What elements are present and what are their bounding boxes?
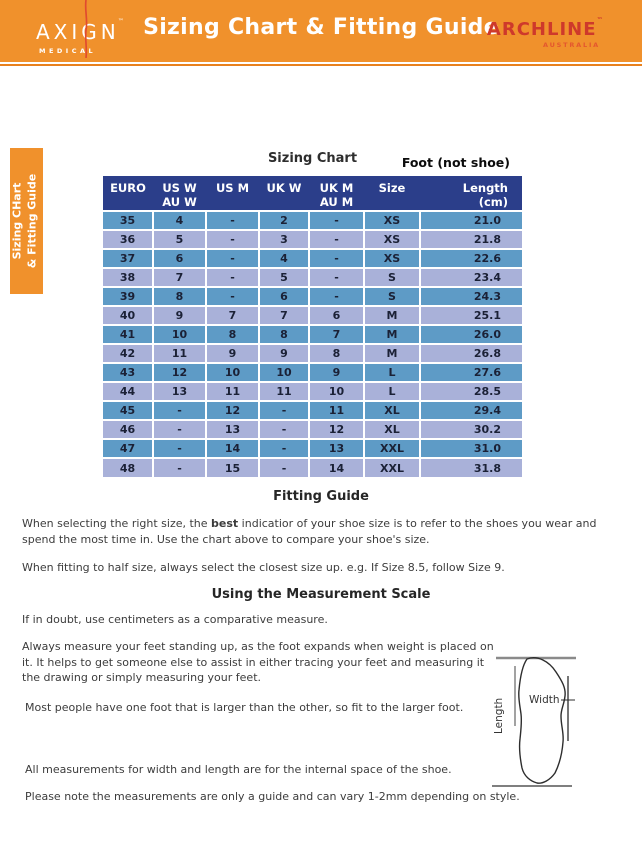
table-cell: - [153,458,206,477]
table-cell: 15 [206,458,259,477]
table-row [103,382,522,401]
table-cell: - [259,458,309,477]
table-cell: 7 [309,325,364,344]
table-cell: 3 [259,230,309,249]
archline-logo [486,16,604,49]
table-row [103,230,522,249]
foot-outline-icon [519,658,565,783]
side-tab-label [10,148,43,294]
table-cell: - [309,249,364,268]
table-cell: 43 [103,363,153,382]
table-cell: 7 [153,268,206,287]
table-cell: XXL [364,439,420,458]
table-cell: - [309,211,364,230]
table-cell: - [153,420,206,439]
table-cell: - [259,439,309,458]
table-cell: 26.0 [420,325,522,344]
table-cell: - [153,439,206,458]
table-cell: 8 [259,325,309,344]
table-cell: 39 [103,287,153,306]
table-cell: XS [364,249,420,268]
length-label: Length [493,697,505,734]
table-cell: 13 [206,420,259,439]
table-cell: 14 [206,439,259,458]
axign-logo [36,18,128,55]
table-cell: 11 [309,401,364,420]
table-cell: 12 [206,401,259,420]
table-cell: S [364,287,420,306]
table-cell: - [259,420,309,439]
foot-not-shoe-note: Foot (not shoe) [401,155,510,170]
fitting-guide-paragraph-1 [22,516,628,547]
fg-p1-before: When selecting the right size, the [22,517,212,530]
table-cell: 10 [153,325,206,344]
table-cell: 35 [103,211,153,230]
measurement-paragraph-4: All measurements for width and length are for the internal space of the shoe. [25,763,452,776]
table-cell: M [364,344,420,363]
table-cell: 36 [103,230,153,249]
table-cell: - [206,268,259,287]
table-row [103,363,522,382]
table-cell: XS [364,230,420,249]
table-cell: - [153,401,206,420]
measurement-paragraph-3: Most people have one foot that is larger than the other, so fit to the larger foot. [25,701,464,714]
table-cell: 47 [103,439,153,458]
table-row [103,401,522,420]
measurement-paragraph-5: Please note the measurements are only a guide and can vary 1-2mm depending on style. [25,790,520,803]
table-cell: - [309,230,364,249]
table-cell: - [206,211,259,230]
header-banner [0,0,642,62]
column-header: UK W [259,176,309,211]
fitting-guide-paragraph-2: When fitting to half size, always select the closest size up. e.g. If Size 8.5, follow Size 9. [22,561,505,574]
table-cell: 6 [309,306,364,325]
table-cell: 31.8 [420,458,522,477]
fg-p1-bold: best [211,517,239,530]
table-cell: 2 [259,211,309,230]
table-cell: 31.0 [420,439,522,458]
sizing-table [103,176,522,477]
table-cell: 27.6 [420,363,522,382]
table-cell: 11 [259,382,309,401]
sizing-chart-title: Sizing Chart [267,151,358,166]
measurement-scale-title: Using the Measurement Scale [211,587,431,602]
table-cell: 13 [309,439,364,458]
table-cell: - [206,249,259,268]
sizing-table-header-row [103,176,522,211]
table-cell: L [364,363,420,382]
table-row [103,211,522,230]
table-cell: - [309,287,364,306]
table-cell: 4 [153,211,206,230]
table-cell: 7 [259,306,309,325]
table-cell: 44 [103,382,153,401]
table-cell: 48 [103,458,153,477]
archline-brand-text [486,16,604,40]
table-row [103,249,522,268]
table-row [103,420,522,439]
table-row [103,344,522,363]
side-tab-line1: Sizing CHart [10,182,23,260]
table-cell: 37 [103,249,153,268]
table-cell: 13 [153,382,206,401]
axign-trademark: ™ [117,18,128,25]
table-cell: 21.0 [420,211,522,230]
table-cell: 9 [309,363,364,382]
table-cell: XL [364,420,420,439]
table-cell: 8 [206,325,259,344]
table-cell: 10 [206,363,259,382]
table-row [103,439,522,458]
axign-brand-label: AXIGN [36,20,120,44]
axign-sub-label: MEDICAL [39,47,97,55]
table-cell: 40 [103,306,153,325]
table-cell: 6 [259,287,309,306]
table-cell: 26.8 [420,344,522,363]
table-row [103,458,522,477]
table-row [103,268,522,287]
table-cell: 10 [309,382,364,401]
header-divider [0,64,642,66]
table-cell: 10 [259,363,309,382]
table-cell: 7 [206,306,259,325]
side-tab-line2: & Fitting Guide [24,173,38,269]
table-cell: 45 [103,401,153,420]
table-cell: S [364,268,420,287]
foot-measurement-diagram [488,646,640,796]
table-cell: 6 [153,249,206,268]
table-cell: 41 [103,325,153,344]
table-cell: 11 [153,344,206,363]
table-cell: 24.3 [420,287,522,306]
table-cell: 21.8 [420,230,522,249]
archline-trademark: ™ [596,16,604,24]
table-cell: 14 [309,458,364,477]
column-header: UK M AU M [309,176,364,211]
column-header: Length (cm) [420,176,522,211]
table-cell: 46 [103,420,153,439]
table-cell: 4 [259,249,309,268]
table-cell: 9 [206,344,259,363]
table-cell: 8 [309,344,364,363]
table-cell: - [206,230,259,249]
page-title: Sizing Chart & Fitting Guide [143,15,499,40]
table-row [103,306,522,325]
table-cell: - [309,268,364,287]
table-cell: M [364,306,420,325]
table-cell: 11 [206,382,259,401]
measurement-paragraph-1: If in doubt, use centimeters as a comparative measure. [22,613,328,626]
table-cell: M [364,325,420,344]
column-header: Size [364,176,420,211]
table-cell: 8 [153,287,206,306]
archline-sub-label: AUSTRALIA [542,41,600,49]
axign-brand-text [36,18,128,44]
archline-brand-label: ARCHLINE [486,19,597,40]
table-cell: 12 [153,363,206,382]
table-cell: 29.4 [420,401,522,420]
table-cell: 25.1 [420,306,522,325]
table-cell: 42 [103,344,153,363]
axign-red-squiggle-icon [82,0,90,58]
table-cell: 22.6 [420,249,522,268]
table-cell: 23.4 [420,268,522,287]
sizing-table-body [103,211,522,477]
table-cell: L [364,382,420,401]
table-row [103,287,522,306]
table-cell: 38 [103,268,153,287]
table-cell: - [259,401,309,420]
table-cell: 12 [309,420,364,439]
table-cell: 5 [259,268,309,287]
table-cell: XS [364,211,420,230]
table-cell: 9 [153,306,206,325]
table-cell: 30.2 [420,420,522,439]
column-header: EURO [103,176,153,211]
table-cell: XL [364,401,420,420]
table-cell: XXL [364,458,420,477]
fg-p1-after: indicatior of your shoe size is to refer to the shoes you wear and spend the most time in. Use the chart above to compare your shoe's size. [22,517,597,546]
column-header: US M [206,176,259,211]
side-tab-sizing-chart [10,148,43,294]
table-row [103,325,522,344]
fitting-guide-title: Fitting Guide [273,489,369,504]
table-cell: - [206,287,259,306]
column-header: US W AU W [153,176,206,211]
table-cell: 28.5 [420,382,522,401]
table-cell: 5 [153,230,206,249]
table-cell: 9 [259,344,309,363]
measurement-paragraph-2: Always measure your feet standing up, as the foot expands when weight is placed on it. It helps to get someone else to assist in either tracing your feet and measuring it the drawing or simply measuring your feet. [22,640,494,685]
width-label: Width [529,694,560,706]
